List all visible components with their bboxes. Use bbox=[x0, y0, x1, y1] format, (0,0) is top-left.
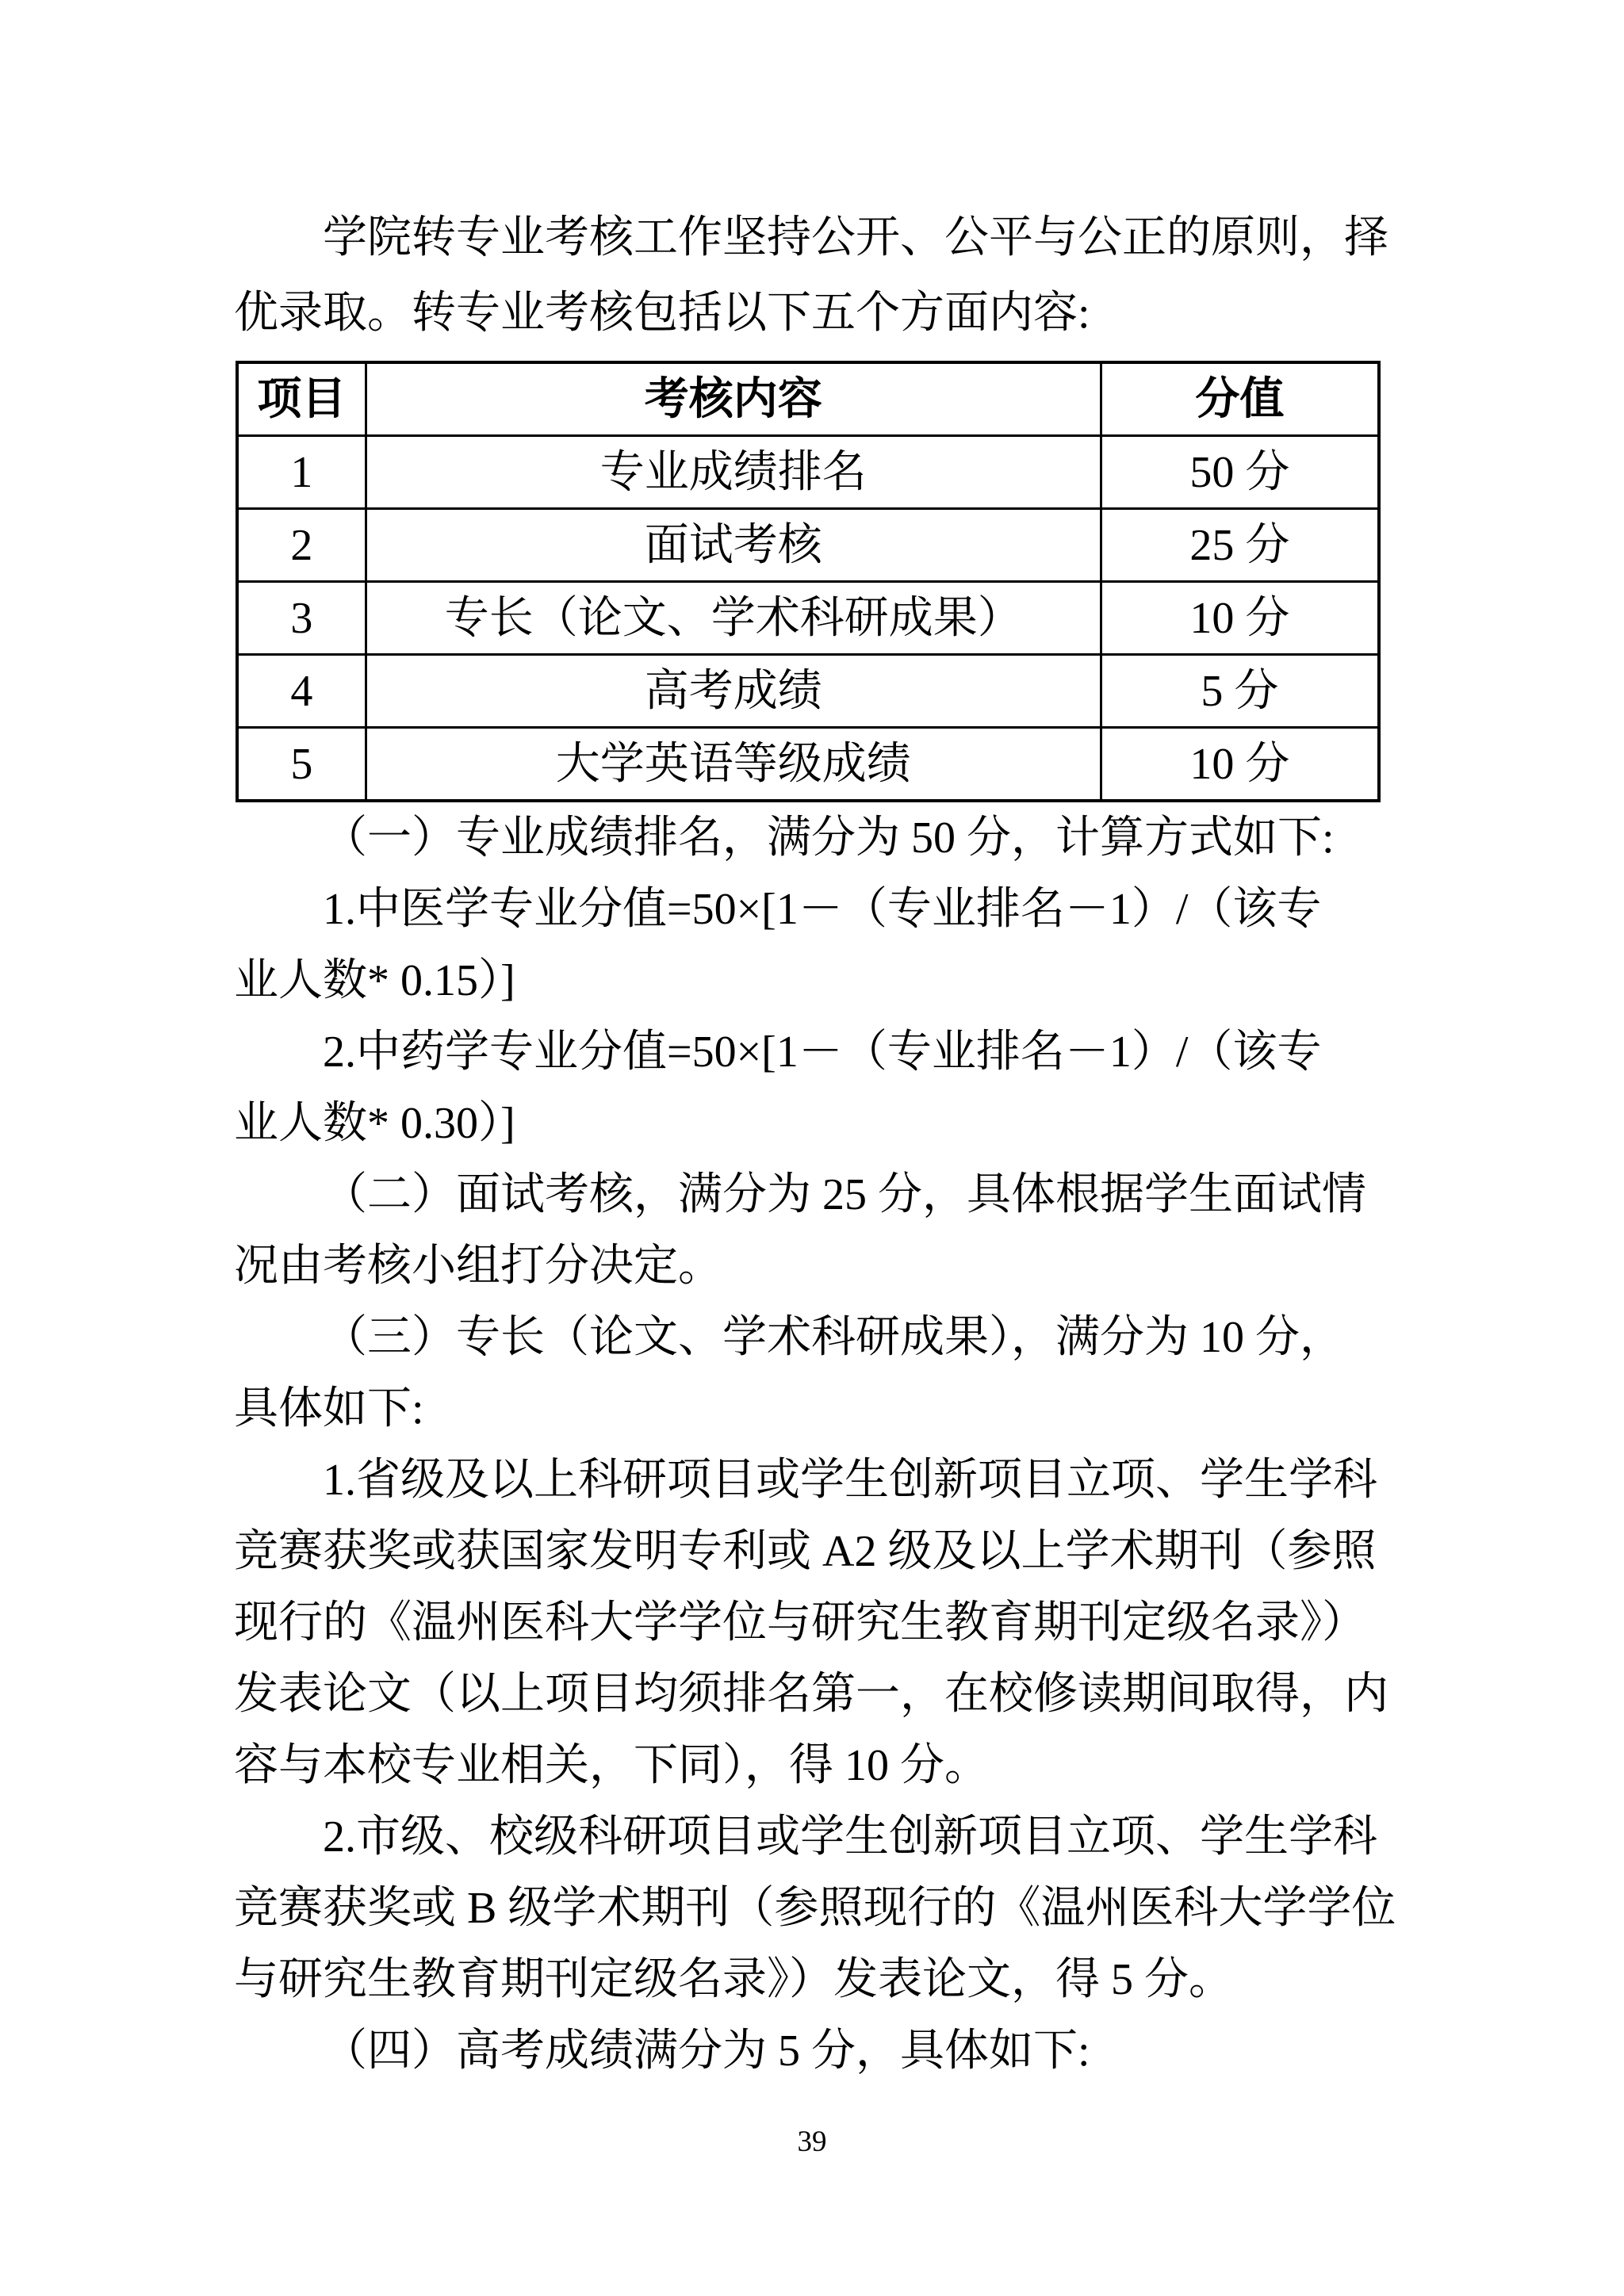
table-header-cell: 分值 bbox=[1101, 362, 1379, 436]
text-line: 竞赛获奖或 B 级学术期刊（参照现行的《温州医科大学学位 bbox=[234, 1884, 1396, 1933]
text-line: 业人数* 0.30）] bbox=[234, 1099, 515, 1148]
table-cell: 5 bbox=[237, 728, 366, 802]
assessment-items-table bbox=[236, 361, 1381, 802]
table-cell: 4 bbox=[237, 655, 366, 728]
document-content bbox=[234, 201, 1396, 2087]
table-cell: 25 分 bbox=[1101, 509, 1379, 582]
page-number: 39 bbox=[797, 2126, 827, 2158]
text-line: 发表论文（以上项目均须排名第一，在校修读期间取得，内 bbox=[234, 1670, 1388, 1719]
table-header-cell: 项目 bbox=[237, 362, 366, 436]
table-cell: 3 bbox=[237, 582, 366, 655]
text-line: 现行的《温州医科大学学位与研究生教育期刊定级名录》） bbox=[234, 1598, 1366, 1647]
table-cell: 10 分 bbox=[1101, 582, 1379, 655]
table-cell: 专业成绩排名 bbox=[366, 436, 1101, 509]
body-paragraphs bbox=[234, 802, 1396, 2087]
table-cell: 大学英语等级成绩 bbox=[366, 728, 1101, 802]
text-line: 1.中医学专业分值=50×[1－（专业排名－1）/（该专 bbox=[323, 885, 1322, 934]
text-line: 业人数* 0.15）] bbox=[234, 956, 515, 1005]
text-line: 况由考核小组打分决定。 bbox=[234, 1242, 722, 1291]
table-cell: 2 bbox=[237, 509, 366, 582]
text-line: 与研究生教育期刊定级名录》）发表论文，得 5 分。 bbox=[234, 1955, 1233, 2004]
table-cell: 高考成绩 bbox=[366, 655, 1101, 728]
text-line: 竞赛获奖或获国家发明专利或 A2 级及以上学术期刊（参照 bbox=[234, 1527, 1377, 1576]
text-line: 2.市级、校级科研项目或学生创新项目立项、学生学科 bbox=[323, 1812, 1377, 1862]
text-line: 具体如下: bbox=[234, 1384, 424, 1433]
text-line: 学院转专业考核工作坚持公开、公平与公正的原则，择 bbox=[323, 213, 1388, 262]
table-cell: 50 分 bbox=[1101, 436, 1379, 509]
intro-paragraph bbox=[234, 201, 1388, 351]
table-row bbox=[237, 728, 1379, 802]
table-row bbox=[237, 655, 1379, 728]
table-cell: 10 分 bbox=[1101, 728, 1379, 802]
table-cell: 1 bbox=[237, 436, 366, 509]
text-line: （二）面试考核，满分为 25 分，具体根据学生面试情 bbox=[323, 1170, 1366, 1219]
text-line: 容与本校专业相关，下同），得 10 分。 bbox=[234, 1741, 989, 1790]
text-line: （四）高考成绩满分为 5 分，具体如下: bbox=[323, 2026, 1090, 2076]
table-cell: 5 分 bbox=[1101, 655, 1379, 728]
table-cell: 面试考核 bbox=[366, 509, 1101, 582]
table-cell: 专长（论文、学术科研成果） bbox=[366, 582, 1101, 655]
text-line: 优录取。转专业考核包括以下五个方面内容: bbox=[234, 289, 1090, 338]
text-line: 2.中药学专业分值=50×[1－（专业排名－1）/（该专 bbox=[323, 1027, 1322, 1077]
table-header-row bbox=[237, 362, 1379, 436]
table-row bbox=[237, 509, 1379, 582]
table-row bbox=[237, 436, 1379, 509]
text-line: （三）专长（论文、学术科研成果），满分为 10 分， bbox=[323, 1313, 1344, 1362]
table-header-cell: 考核内容 bbox=[366, 362, 1101, 436]
table-row bbox=[237, 582, 1379, 655]
text-line: 1.省级及以上科研项目或学生创新项目立项、学生学科 bbox=[323, 1456, 1377, 1505]
text-line: （一）专业成绩排名，满分为 50 分，计算方式如下: bbox=[323, 813, 1335, 863]
